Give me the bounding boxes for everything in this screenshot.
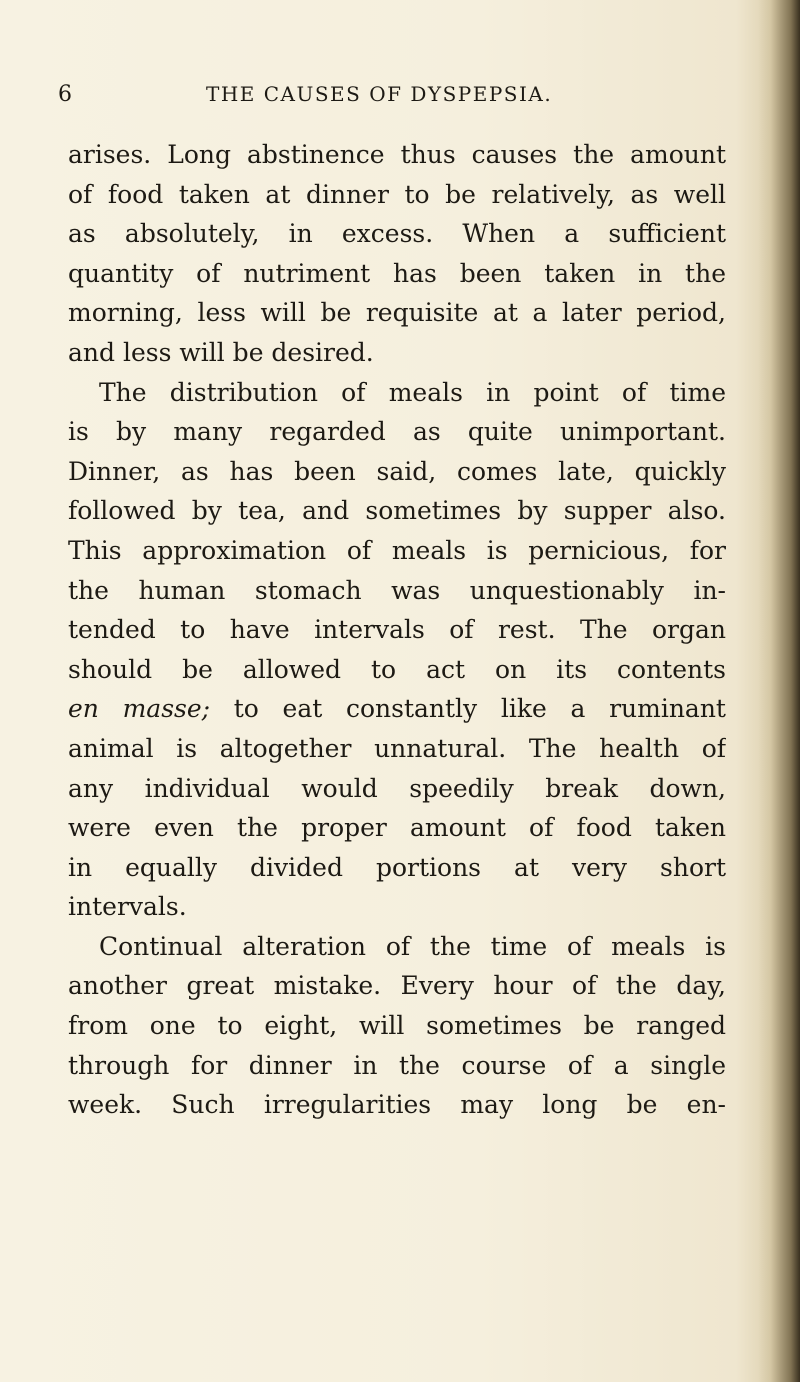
text-line: intervals. xyxy=(68,892,187,922)
text-line: and less will be desired. xyxy=(68,337,374,367)
text-line: in equally divided portions at very short xyxy=(68,852,726,882)
text-line: as absolutely, in excess. When a sufficient xyxy=(68,219,726,249)
page-number: 6 xyxy=(58,82,73,107)
text-line: the human stomach was unquestionably in- xyxy=(68,575,726,605)
text-line: tended to have intervals of rest. The organ xyxy=(68,615,726,645)
text-line: should be allowed to act on its contents xyxy=(68,654,726,684)
running-head: THE CAUSES OF DYSPEPSIA. xyxy=(206,82,553,106)
text-line: arises. Long abstinence thus causes the amount xyxy=(68,140,726,169)
text-line: The distribution of meals in point of time xyxy=(99,377,726,407)
text-line: from one to eight, will sometimes be ranged xyxy=(68,1011,726,1041)
text-line: any individual would speedily break down, xyxy=(68,773,726,803)
text-line: another great mistake. Every hour of the day, xyxy=(68,971,726,1001)
text-line: Continual alteration of the time of meals is xyxy=(99,931,726,961)
text-line: Dinner, as has been said, comes late, quickly xyxy=(68,456,726,486)
text-fragment: to eat constantly like a ruminant xyxy=(210,694,726,724)
text-line: of food taken at dinner to be relatively, as well xyxy=(68,179,726,209)
text-line: were even the proper amount of food taken xyxy=(68,813,726,843)
text-line: This approximation of meals is pernicious, for xyxy=(68,535,726,565)
text-line: week. Such irregularities may long be en- xyxy=(68,1090,726,1120)
text-line: through for dinner in the course of a single xyxy=(68,1050,726,1080)
text-line: quantity of nutriment has been taken in the xyxy=(68,258,726,288)
text-line: followed by tea, and sometimes by supper also. xyxy=(68,496,726,526)
italic-phrase: en masse; xyxy=(68,694,211,724)
page-header xyxy=(58,82,738,114)
text-line: morning, less will be requisite at a later period, xyxy=(68,298,726,328)
text-line: is by many regarded as quite unimportant. xyxy=(68,417,726,447)
text-line: animal is altogether unnatural. The health of xyxy=(68,733,726,763)
text-line-with-italic xyxy=(68,689,726,729)
body-text xyxy=(68,135,726,1125)
binding-shadow xyxy=(758,0,800,1382)
